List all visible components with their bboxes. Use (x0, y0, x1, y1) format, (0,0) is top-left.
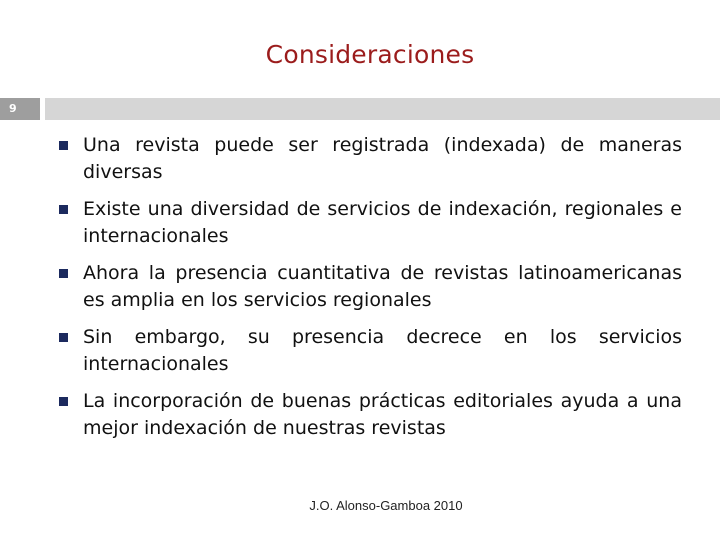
square-bullet-icon (59, 269, 68, 278)
square-bullet-icon (59, 397, 68, 406)
title-band (45, 98, 720, 120)
bullet-item (56, 260, 682, 314)
bullet-list (56, 132, 682, 452)
bullet-text: Existe una diversidad de servicios de indexación, regionales e internacionales (83, 198, 682, 247)
bullet-item (56, 132, 682, 186)
bullet-item (56, 324, 682, 378)
bullet-item (56, 196, 682, 250)
bullet-text: La incorporación de buenas prácticas editoriales ayuda a una mejor indexación de nuestras revistas (83, 390, 682, 439)
square-bullet-icon (59, 333, 68, 342)
square-bullet-icon (59, 141, 68, 150)
bullet-item (56, 388, 682, 442)
bullet-text: Ahora la presencia cuantitativa de revistas latinoamericanas es amplia en los servicios regionales (83, 262, 682, 311)
slide-number: 9 (0, 98, 40, 120)
footer-credit: J.O. Alonso-Gamboa 2010 (309, 498, 463, 513)
bullet-text: Una revista puede ser registrada (indexada) de maneras diversas (83, 134, 682, 183)
square-bullet-icon (59, 205, 68, 214)
slide-title: Consideraciones (265, 40, 475, 69)
bullet-text: Sin embargo, su presencia decrece en los servicios internacionales (83, 326, 682, 375)
